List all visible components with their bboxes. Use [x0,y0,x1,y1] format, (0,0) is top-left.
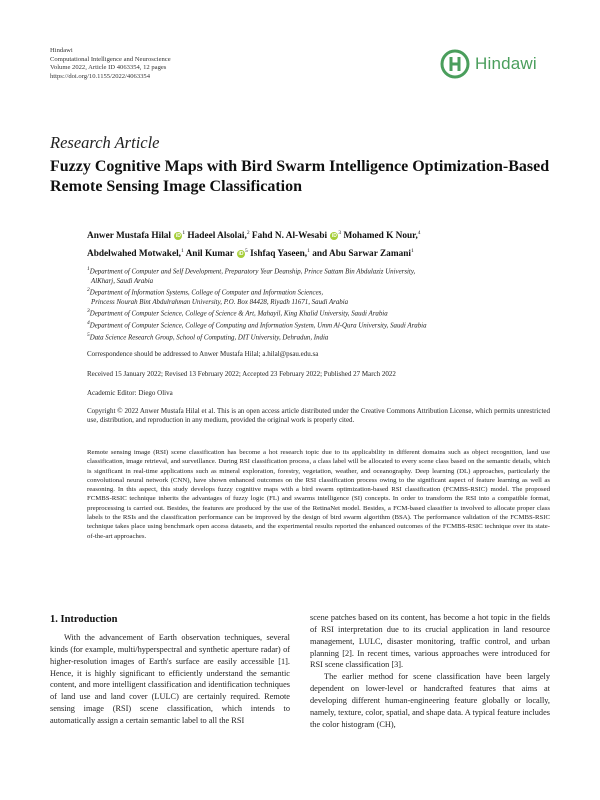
affiliation-number: 1 [87,266,90,272]
publisher-name: Hindawi [50,47,73,54]
affiliation-marker: 1 [307,248,310,255]
academic-editor: Academic Editor: Diego Oliva [87,389,173,397]
author-name: Abdelwahed Motwakel, [87,249,182,260]
author-list [87,226,547,262]
body-column-left [50,632,290,727]
paragraph: With the advancement of Earth observation techniques, several kinds (for example, multi/hyperspectral and synthetic aperture radar) of higher-resolution images of Earth's surface are easily accessible [1]. Hence, it is highly significant to efficiently understand the semantic content, and more intelligent classification and identification techniques of land use and land cover (LULC) are certainly required. Remote sensing image (RSI) scene classification, which intends to automatically assign a certain semantic label to all the RSI [50,633,290,725]
doi-link[interactable]: https://doi.org/10.1155/2022/4063354 [50,73,151,81]
abstract: Remote sensing image (RSI) scene classification has become a hot research topic due to its applicability in different domains such as object recognition, land use classification, image retrieval, and surveillance. During RSI classification process, a class label will be allocated to every scene class based on the semantic details, which is significant in real-time applications such as mineral exploration, forestry, vegetation, weather, and oceanography. Deep learning (DL) approaches, particularly the convolutional neural network (CNN), have shown enhanced outcomes on the RSI classification process owing to the significant aspect of feature learning as well as reasoning. In this aspect, this study develops fuzzy cognitive maps with a bird swarm optimization-based RSI classification (FCMBS-RSIC) model. The proposed FCMBS-RSIC technique inherits the advantages of fuzzy logic (FL) and swarms intelligence (SI) concepts. In order to transform the RSI into a compatible format, preprocessing is carried out. Besides, the features are produced by the use of the RetinaNet model. Besides, a FCM-based classifier is involved to allocate proper class labels to the RSIs and the classification performance can be improved by the design of bird swarm algorithm (BSA). The performance validation of the FCMBS-RSIC technique takes place using benchmark open access datasets, and the experimental results reported the enhanced outcomes of the FCMBS-RSIC technique over its state-of-the-art approaches. [87,449,550,540]
author-name: Fahd N. Al-Wesabi [251,231,328,242]
affiliation-marker: 3 [338,230,342,236]
affiliations [87,265,557,342]
hindawi-logo-icon [440,49,470,79]
author-name: and Abu Sarwar Zamani [312,249,411,260]
affiliation-item [87,319,557,331]
hindawi-logo [440,48,552,80]
affiliation-number: 2 [87,287,90,294]
author-name: Anwer Mustafa Hilal [87,231,172,242]
affiliation-marker: 2 [246,230,250,236]
affiliation-item [87,286,557,307]
affiliation-item [87,307,557,319]
affiliation-item [87,265,557,286]
affiliation-marker: 1 [181,248,184,255]
logo-text: Hindawi [475,54,537,73]
author-name: Ishfaq Yaseen, [250,249,308,260]
author-name: Hadeel Alsolai, [187,231,247,242]
affiliation-marker: 4 [417,230,421,236]
orcid-icon[interactable]: iD [238,251,244,258]
affiliation-number: 4 [87,319,90,326]
affiliation-text-continued: Princess Nourah Bint Abdulrahman University, P.O. Box 84428, Riyadh 11671, Saudi Arabia [91,298,349,306]
affiliation-text: Department of Information Systems, College of Computer and Information Sciences, [89,289,324,297]
author-name: Anil Kumar [185,249,234,260]
volume-info: Volume 2022, Article ID 4063354, 12 pages [50,64,167,72]
affiliation-item [87,331,557,343]
publication-info [50,47,171,82]
affiliation-text: Department of Computer and Self Development, Preparatory Year Deanship, Prince Sattam Bin Abdulaziz University, [89,268,416,276]
author-name: Mohamed K Nour, [343,231,418,242]
body-column-right [310,612,550,730]
affiliation-number: 5 [87,331,90,338]
orcid-icon[interactable]: iD [331,233,337,240]
paragraph: The earlier method for scene classification have been largely dependent on lower-level or handcrafted features that aims at developing different human-engineering feature globally or locally, namely, texture, color, spatial, and shape data. A typical feature includes the color histogram (CH), [310,672,550,729]
affiliation-text: Department of Computer Science, College of Science & Art, Mahayil, King Khalid University, Saudi Arabia [89,310,388,318]
journal-name: Computational Intelligence and Neuroscience [50,55,171,63]
orcid-icon[interactable]: iD [175,233,181,240]
paper-title: Fuzzy Cognitive Maps with Bird Swarm Intelligence Optimization-Based Remote Sensing Image Classification [50,158,550,195]
publication-dates: Received 15 January 2022; Revised 13 February 2022; Accepted 23 February 2022; Published 27 March 2022 [87,370,396,378]
affiliation-number: 3 [87,308,90,315]
paragraph: scene patches based on its content, has become a hot topic in the fields of RSI interpretation due to its crucial application in land resource management, LULC, disaster monitoring, traffic control, and urban planning [2]. In recent times, various approaches were introduced for RSI scene classification [3]. [310,613,550,670]
copyright-notice: Copyright © 2022 Anwer Mustafa Hilal et al. This is an open access article distributed under the Creative Commons Attribution License, which permits unrestricted use, distribution, and reproduction in any medium, provided the original work is properly cited. [87,407,550,425]
article-type: Research Article [50,133,160,152]
affiliation-marker: 1 [410,248,414,255]
affiliation-marker: 1 [182,230,186,236]
affiliation-text-continued: AlKharj, Saudi Arabia [91,277,154,285]
affiliation-text: Data Science Research Group, School of Computing, DIT University, Dehradun, India [89,333,329,341]
section-heading: 1. Introduction [50,614,118,625]
affiliation-marker: 5 [245,248,248,255]
affiliation-text: Department of Computer Science, College of Computing and Information System, Umm Al-Qura University, Saudi Arabia [89,322,427,330]
correspondence: Correspondence should be addressed to Anwer Mustafa Hilal; a.hilal@psau.edu.sa [87,350,319,358]
